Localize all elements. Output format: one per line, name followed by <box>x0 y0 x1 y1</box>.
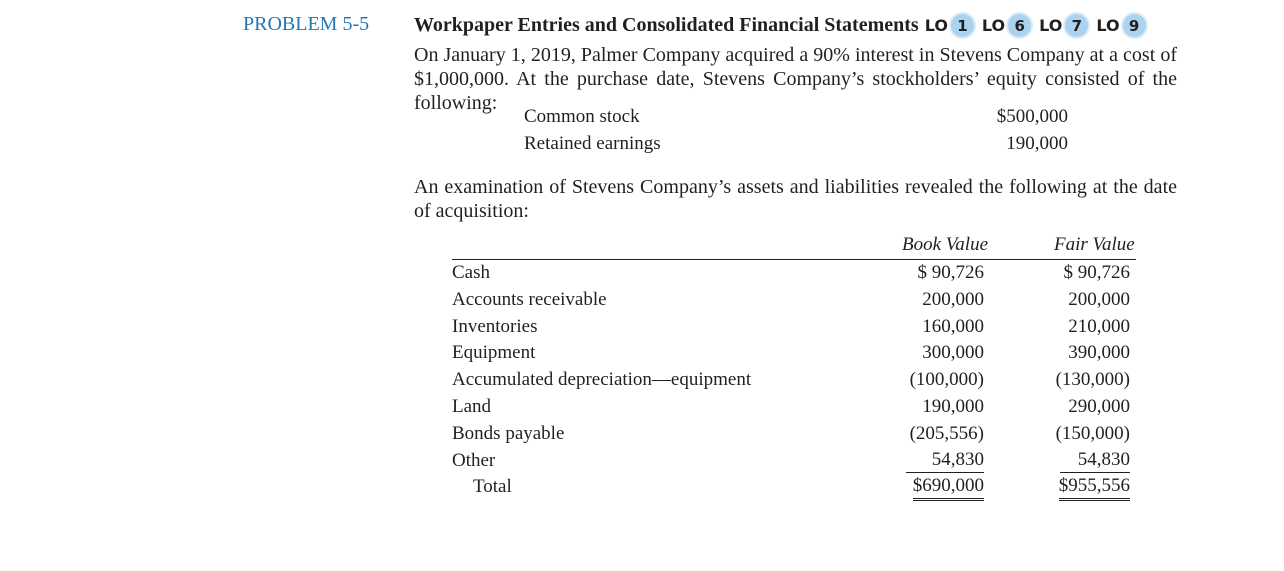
lo-prefix: LO <box>1039 16 1063 35</box>
equity-row <box>524 103 1068 130</box>
table-row <box>452 394 1136 421</box>
row-label: Other <box>452 449 496 471</box>
equity-row <box>524 130 1068 157</box>
row-label: Inventories <box>452 315 538 337</box>
row-label: Accounts receivable <box>452 288 607 310</box>
table-row <box>452 314 1136 341</box>
fair-value: 390,000 <box>1068 342 1130 364</box>
problem-title-row <box>414 12 1148 39</box>
book-value: 200,000 <box>922 288 984 310</box>
equity-value: 190,000 <box>1006 133 1068 154</box>
row-label: Cash <box>452 262 490 283</box>
table-header <box>452 232 1136 260</box>
asset-liability-table <box>452 232 1136 501</box>
problem-number: PROBLEM 5-5 <box>243 13 370 35</box>
book-value: 300,000 <box>922 342 984 364</box>
table-row <box>452 448 1136 475</box>
lo-number-badge: 9 <box>1121 12 1148 39</box>
fair-value: (130,000) <box>1055 369 1130 391</box>
table-row <box>452 340 1136 367</box>
lo-prefix: LO <box>1096 16 1120 35</box>
equity-value: $500,000 <box>996 106 1068 127</box>
fair-value: 54,830 <box>1060 448 1130 473</box>
fair-value-header: Fair Value <box>1054 234 1135 255</box>
lo-prefix: LO <box>924 16 948 35</box>
book-value: (100,000) <box>909 369 984 391</box>
table-row <box>452 287 1136 314</box>
examination-paragraph: An examination of Stevens Company’s assets and liabilities revealed the following at the date of acquisition: <box>414 176 1177 222</box>
lo-prefix: LO <box>981 16 1006 35</box>
equity-table <box>524 103 1068 157</box>
total-label: Total <box>473 476 512 498</box>
intro-paragraph: On January 1, 2019, Palmer Company acquired a 90% interest in Stevens Company at a cost of $1,000,000. At the purchase date, Stevens Company’s stockholders’ equity consisted of the following: <box>414 44 1177 114</box>
table-row <box>452 260 1136 287</box>
book-value: 160,000 <box>922 315 984 337</box>
fair-value: $ 90,726 <box>1063 262 1130 283</box>
lo-tag-9 <box>1096 12 1147 39</box>
fair-value: 290,000 <box>1068 395 1130 417</box>
row-label: Bonds payable <box>452 422 565 444</box>
row-label: Land <box>452 395 492 417</box>
book-value-total: $690,000 <box>913 474 984 501</box>
book-value-header: Book Value <box>902 234 989 255</box>
fair-value: 210,000 <box>1068 315 1130 337</box>
book-value: 190,000 <box>922 395 984 417</box>
book-value: (205,556) <box>909 422 984 444</box>
lo-number-badge: 6 <box>1006 12 1033 39</box>
lo-tag-6 <box>982 12 1033 39</box>
table-row <box>452 421 1136 448</box>
row-label: Accumulated depreciation—equipment <box>452 369 752 391</box>
lo-tag-1 <box>925 12 976 39</box>
book-value: $ 90,726 <box>917 262 984 283</box>
problem-title: Workpaper Entries and Consolidated Financial Statements <box>414 14 919 36</box>
lo-tag-7 <box>1039 12 1090 39</box>
lo-number-badge: 7 <box>1063 12 1090 39</box>
fair-value: (150,000) <box>1055 422 1130 444</box>
total-row <box>452 474 1136 501</box>
equity-label: Retained earnings <box>524 133 661 154</box>
fair-value: 200,000 <box>1068 288 1130 310</box>
book-value: 54,830 <box>906 448 984 473</box>
fair-value-total: $955,556 <box>1059 474 1130 501</box>
row-label: Equipment <box>452 342 536 364</box>
table-row <box>452 367 1136 394</box>
equity-label: Common stock <box>524 106 640 127</box>
lo-number-badge: 1 <box>949 12 976 39</box>
